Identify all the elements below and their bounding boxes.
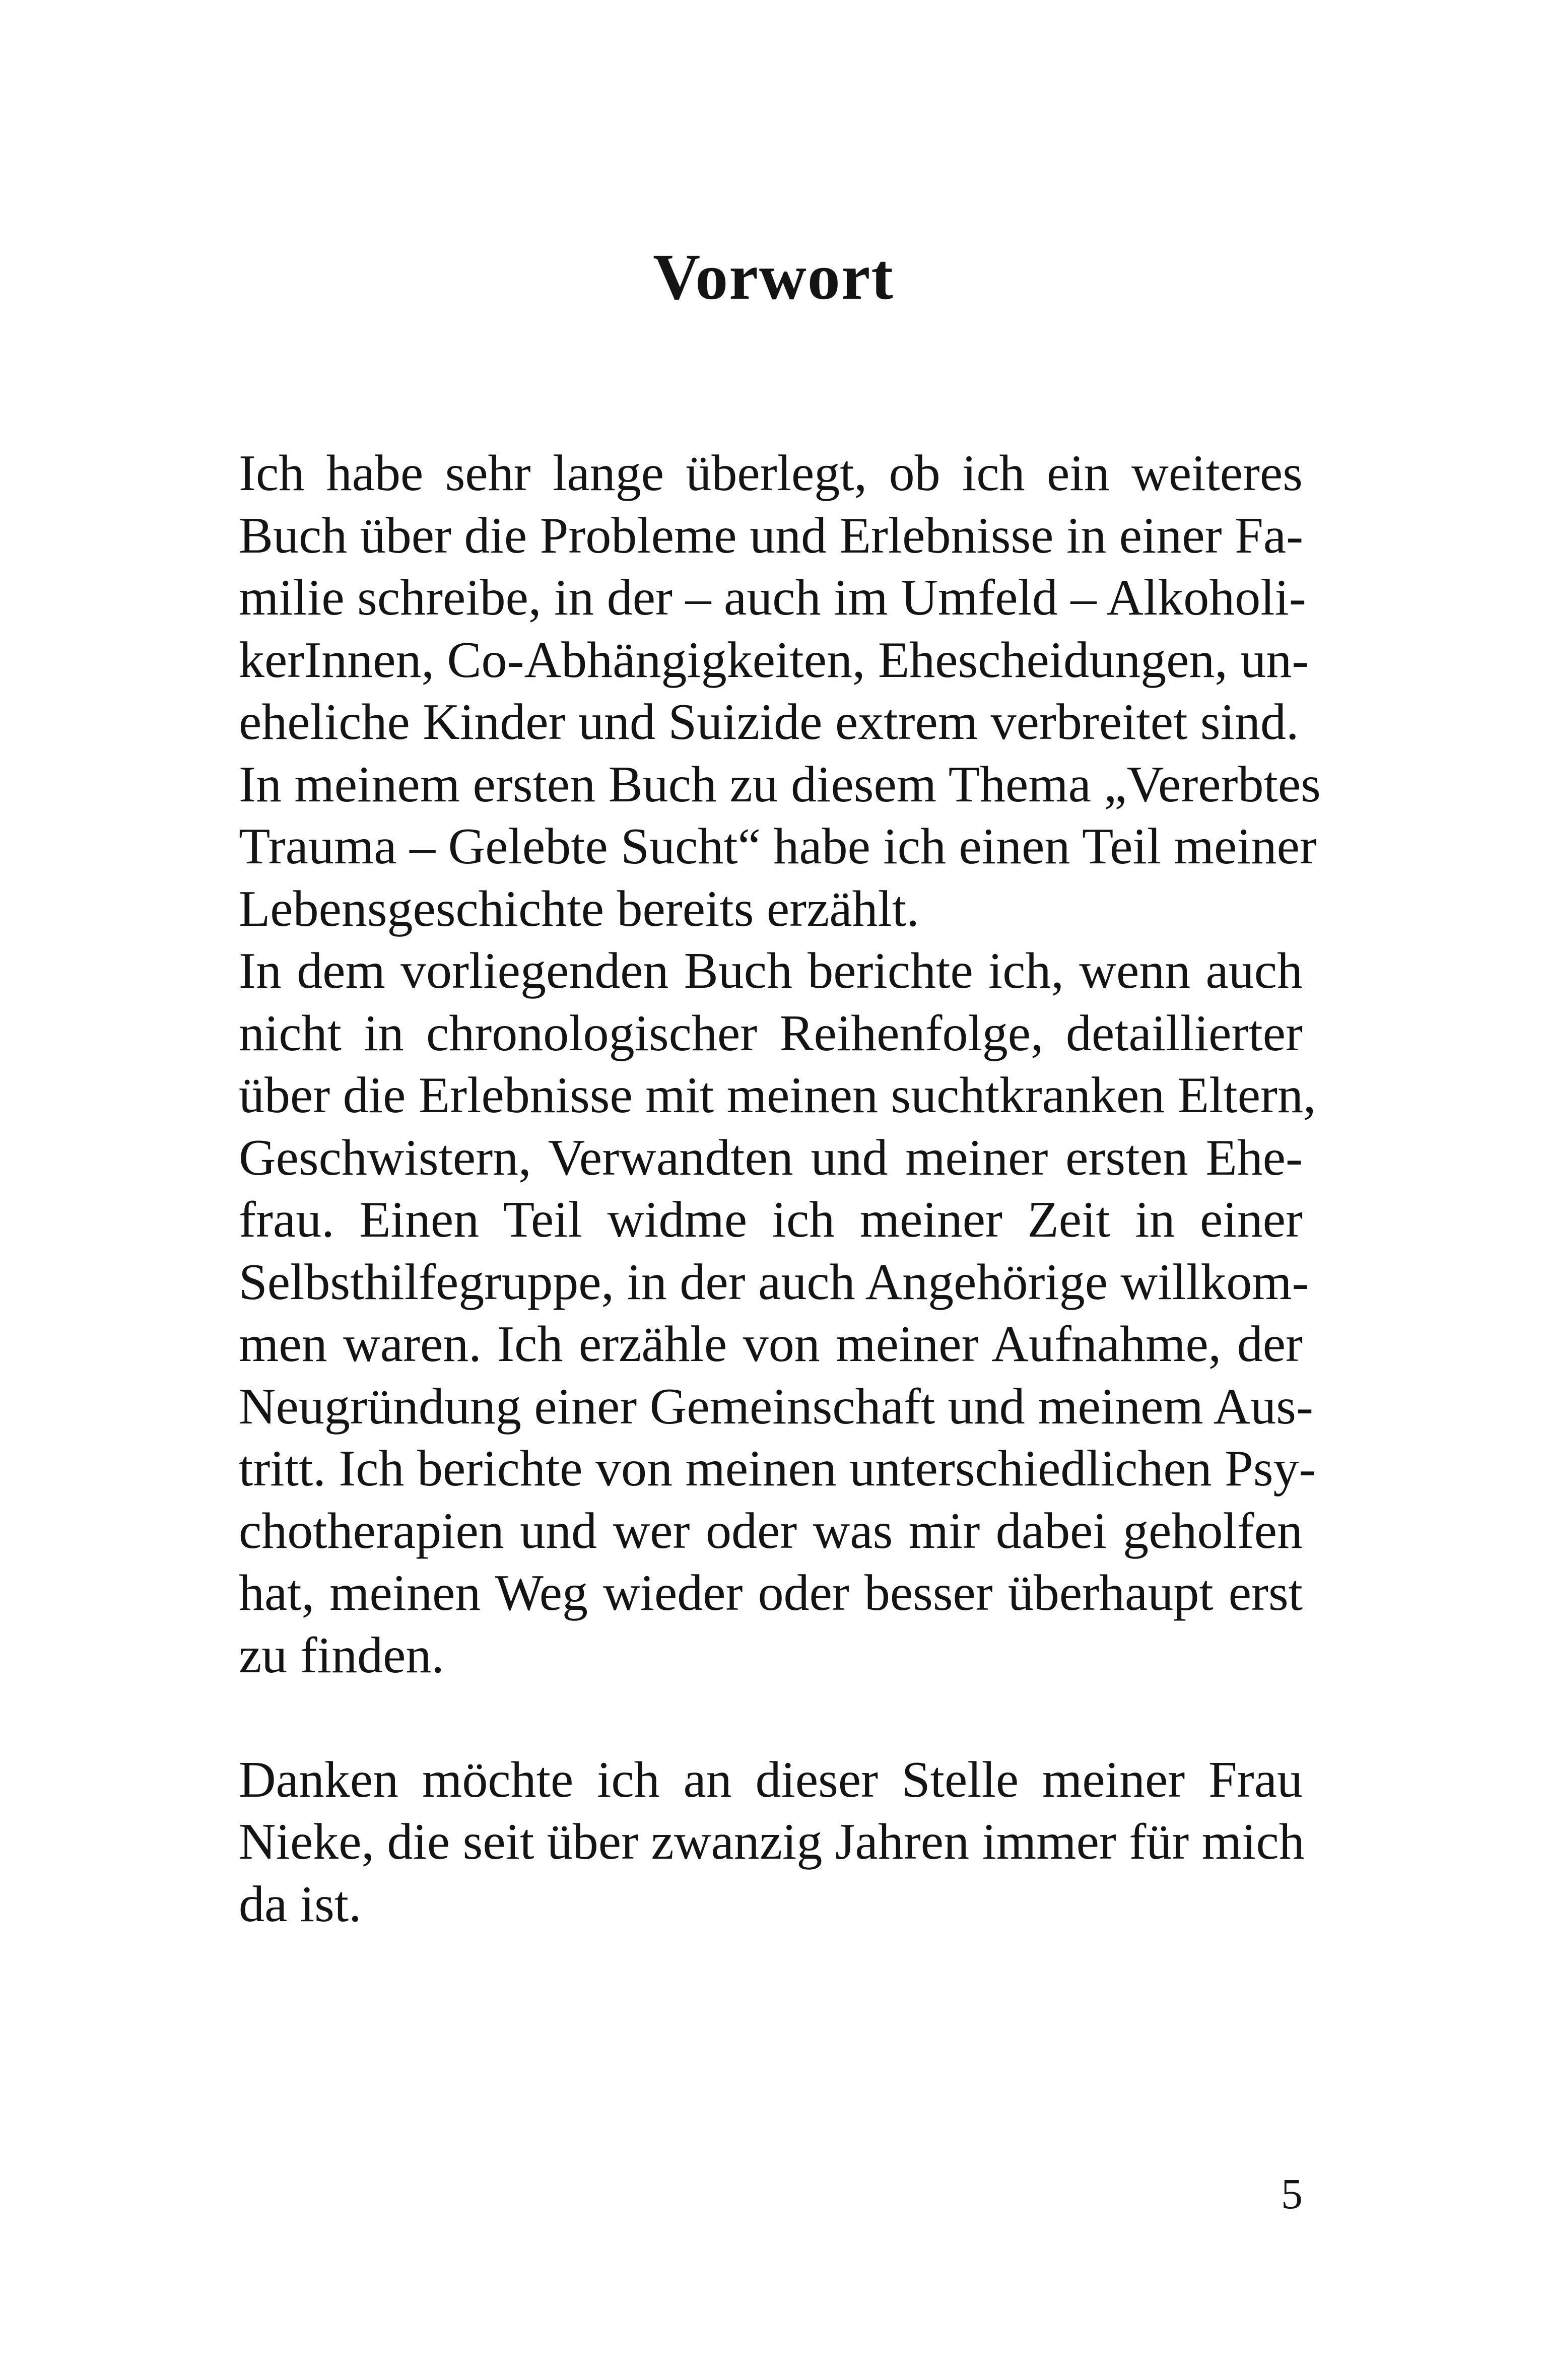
- text-line: frau. Einen Teil widme ich meiner Zeit in einer: [239, 1191, 1303, 1248]
- text-line: Trauma – Gelebte Sucht“ habe ich einen Teil meiner: [239, 818, 1317, 875]
- text-line: hat, meinen Weg wieder oder besser überhaupt erst: [239, 1565, 1303, 1621]
- text-line: zu finden.: [239, 1626, 444, 1684]
- text-line: In meinem ersten Buch zu diesem Thema „Vererbtes: [239, 756, 1321, 813]
- text-line: Danken möchte ich an dieser Stelle meiner Frau: [239, 1751, 1303, 1808]
- text-line: da ist.: [239, 1875, 362, 1933]
- text-line: chotherapien und wer oder was mir dabei geholfen: [239, 1502, 1303, 1559]
- page-number: 5: [1281, 2169, 1303, 2218]
- text-line: nicht in chronologischer Reihenfolge, detaillierter: [239, 1004, 1303, 1062]
- paragraph-gap: [239, 1686, 1303, 1749]
- text-line: Buch über die Probleme und Erlebnisse in einer Fa-: [239, 507, 1304, 564]
- text-line: kerInnen, Co-Abhängigkeiten, Ehescheidungen, un-: [239, 631, 1309, 689]
- text-line: men waren. Ich erzähle von meiner Aufnahme, der: [239, 1316, 1303, 1373]
- text-line: Nieke, die seit über zwanzig Jahren immer für mich: [239, 1813, 1305, 1870]
- text-line: Selbsthilfegruppe, in der auch Angehörige willkom-: [239, 1253, 1309, 1311]
- text-line: Ich habe sehr lange überlegt, ob ich ein weiteres: [239, 445, 1303, 502]
- text-line: eheliche Kinder und Suizide extrem verbreitet sind.: [239, 694, 1299, 751]
- text-line: tritt. Ich berichte von meinen unterschiedlichen Psy-: [239, 1440, 1316, 1497]
- text-line: Geschwistern, Verwandten und meiner ersten Ehe-: [239, 1129, 1303, 1186]
- text-line: Lebensgeschichte bereits erzählt.: [239, 880, 919, 937]
- body-text: [239, 442, 1321, 1935]
- chapter-title: Vorwort: [653, 241, 894, 313]
- text-line: In dem vorliegenden Buch berichte ich, wenn auch: [239, 942, 1303, 999]
- text-line: milie schreibe, in der – auch im Umfeld – Alkoholi-: [239, 569, 1306, 626]
- text-line: über die Erlebnisse mit meinen suchtkranken Eltern,: [239, 1067, 1316, 1124]
- text-line: Neugründung einer Gemeinschaft und meinem Aus-: [239, 1378, 1313, 1435]
